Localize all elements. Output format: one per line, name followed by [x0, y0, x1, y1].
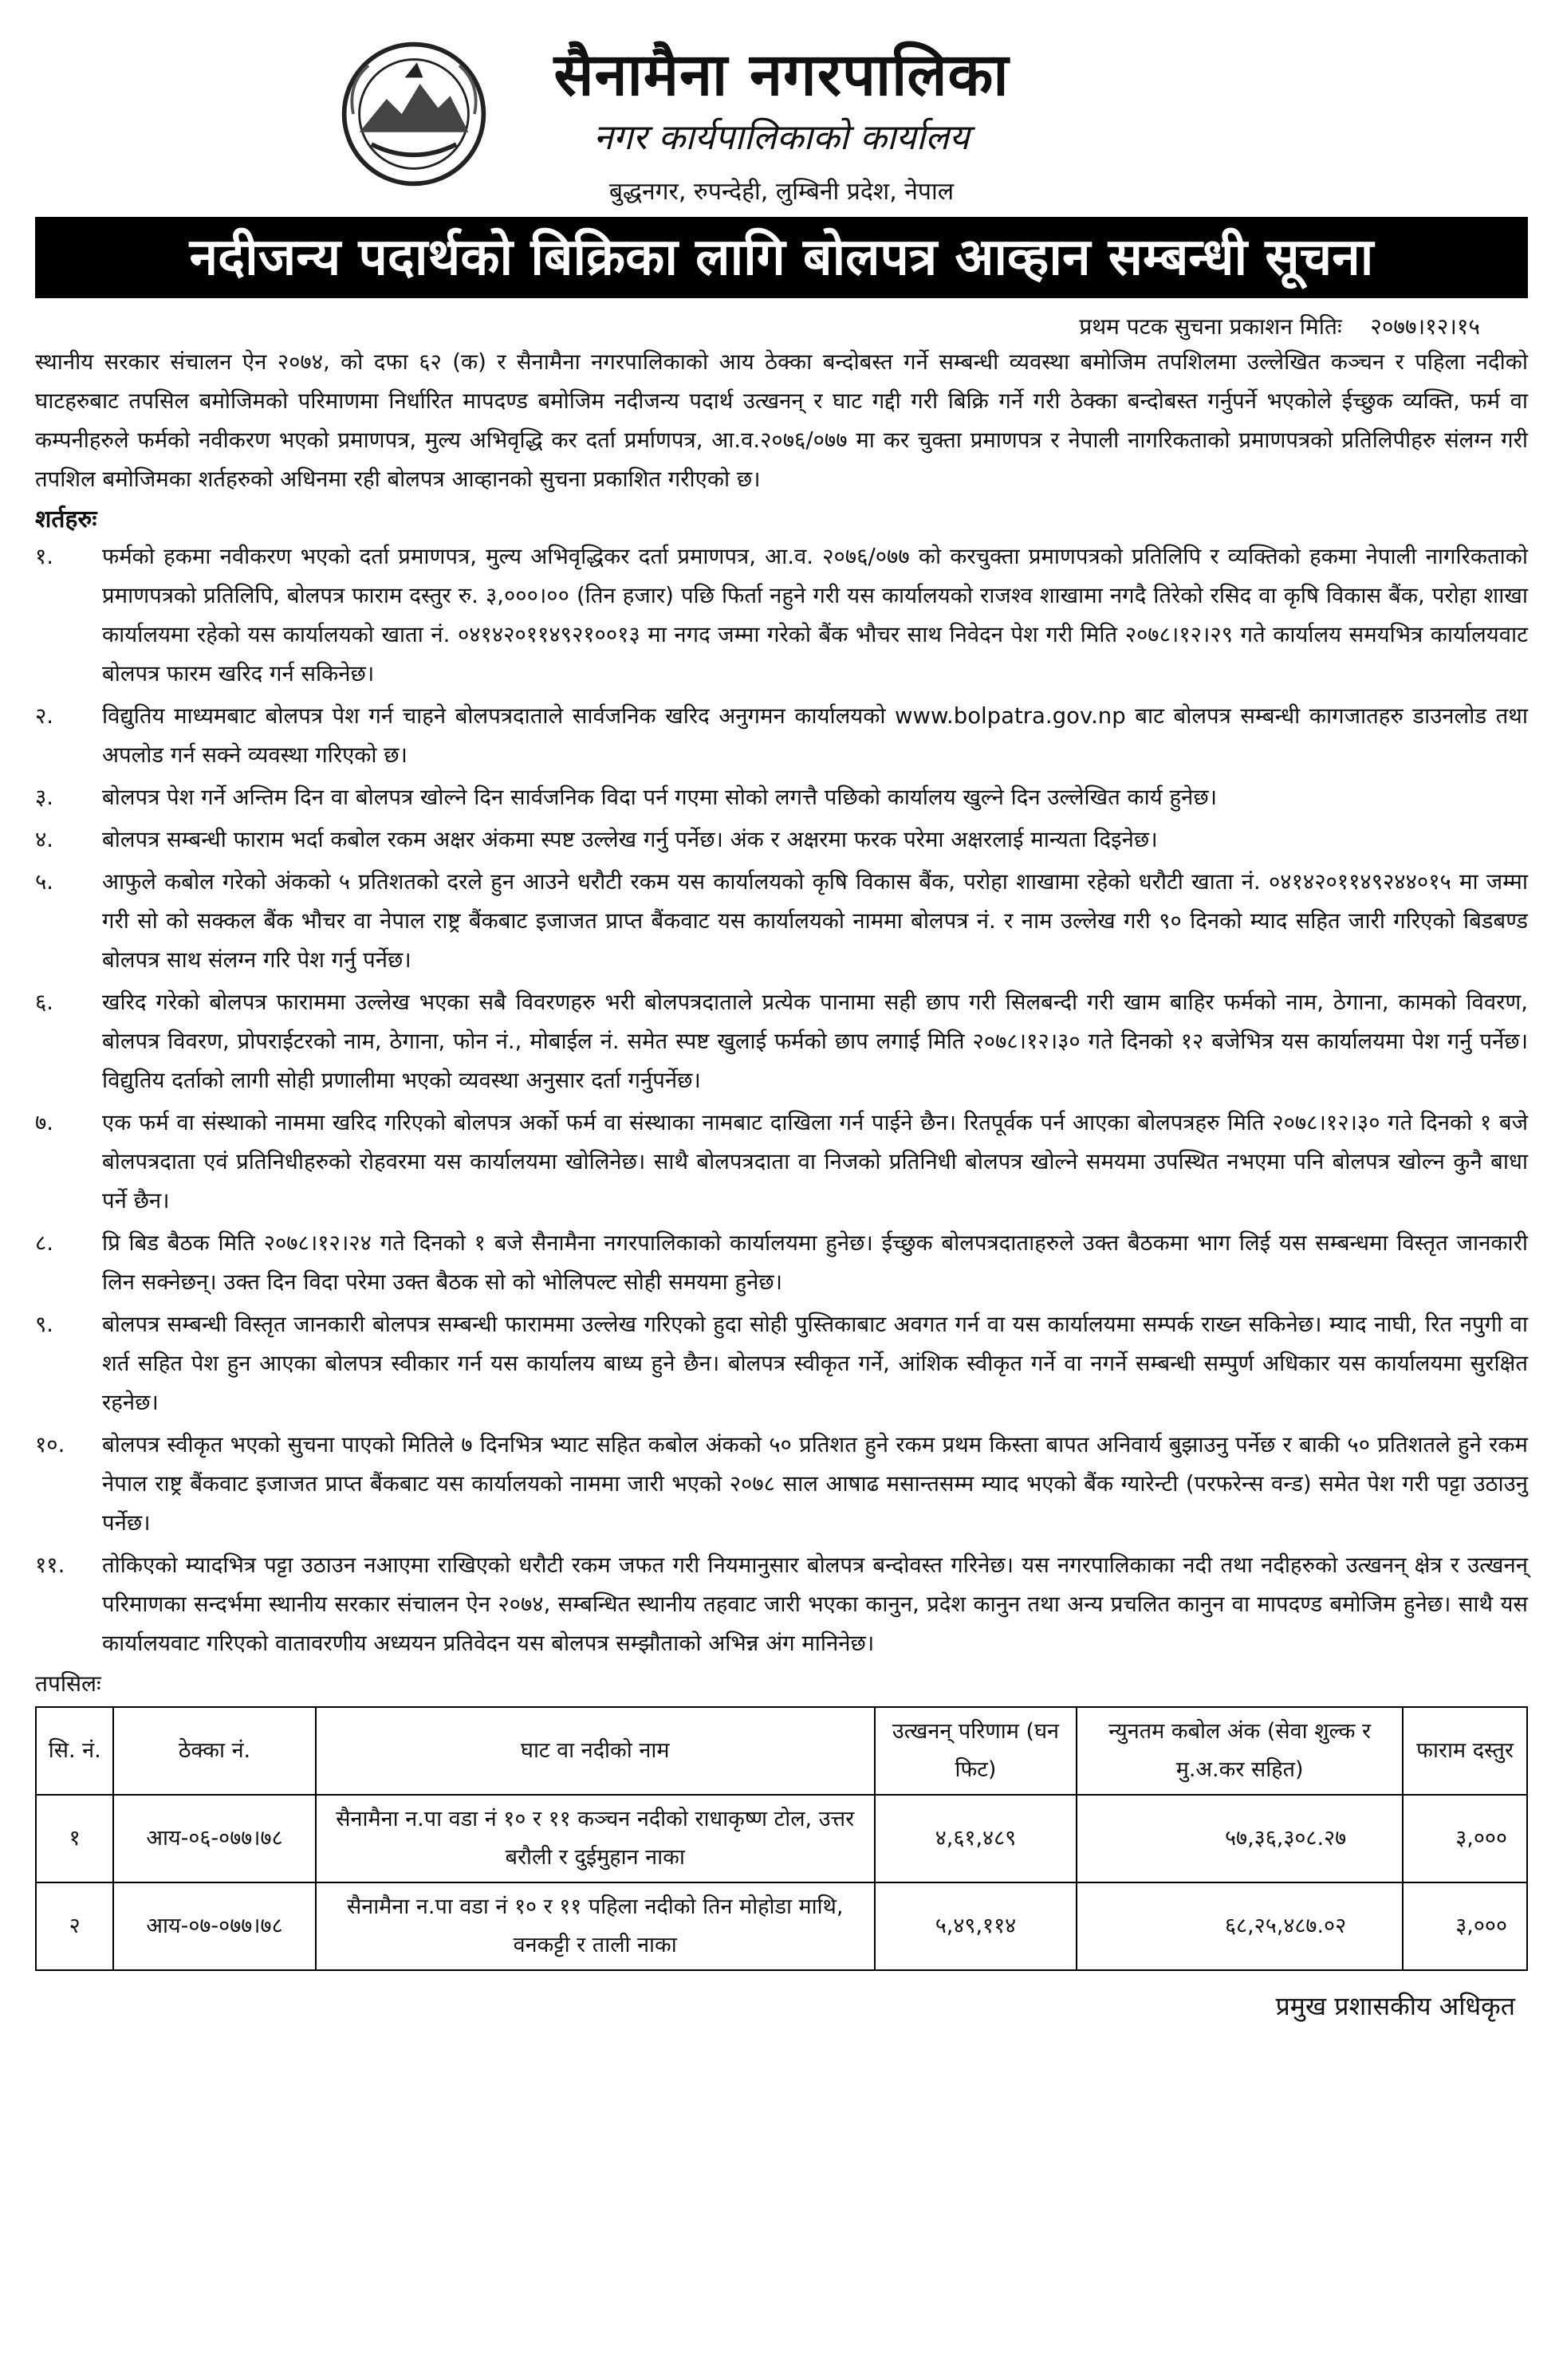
condition-number: ११.: [35, 1552, 65, 1578]
cell-min-bid: ६८,२५,४८७.०२: [1077, 1882, 1403, 1970]
cell-sn: २: [36, 1882, 113, 1970]
condition-text: प्रि बिड बैठक मिति २०७८।१२।२४ गते दिनको १ बजे सैनामैना नगरपालिकाको कार्यालयमा हुनेछ। ईच्छुक बोलपत्रदाताहरुले उक्त बैठकमा भाग लिई यस सम्बन्धमा विस्तृत जानकारी लिन सक्नेछन्। उक्त दिन विदा परेमा उक्त बैठक सो को भोलिपल्ट सोही समयमा हुनेछ।: [102, 1230, 1528, 1295]
condition-text: बोलपत्र सम्बन्धी विस्तृत जानकारी बोलपत्र सम्बन्धी फाराममा उल्लेख गरिएको हुदा सोही पुस्तिकाबाट अवगत गर्न वा यस कार्यालयमा सम्पर्क राख्न सकिनेछ। म्याद नाघी, रित नपुगी वा शर्त सहित पेश हुन आएका बोलपत्र स्वीकार गर्न यस कार्यालय बाध्य हुने छैन। बोलपत्र स्वीकृत गर्ने, आंशिक स्वीकृत गर्ने वा नगर्ने सम्बन्धी सम्पुर्ण अधिकार यस कार्यालयमा सुरक्षित रहनेछ।: [102, 1312, 1528, 1415]
header-form-fee: फाराम दस्तुर: [1403, 1707, 1527, 1795]
header-quantity: उत्खनन् परिणाम (घन फिट): [875, 1707, 1077, 1795]
condition-number: ६.: [35, 989, 54, 1015]
cell-min-bid: ५७,३६,३०८.२७: [1077, 1795, 1403, 1882]
cell-ghat-name: सैनामैना न.पा वडा नं १० र ११ कञ्चन नदीको राधाकृष्ण टोल, उत्तर बरौली र दुईमुहान नाका: [316, 1795, 875, 1882]
table-header-row: [36, 1707, 1527, 1795]
condition-number: ८.: [35, 1230, 54, 1256]
org-address: बुद्धनगर, रुपन्देही, लुम्बिनी प्रदेश, नेपाल: [608, 178, 955, 206]
condition-number: ५.: [35, 869, 54, 895]
condition-number: ३.: [35, 785, 54, 810]
header: [35, 0, 1528, 215]
condition-text: विद्युतिय माध्यमबाट बोलपत्र पेश गर्न चाहने बोलपत्रदाताले सार्वजनिक खरिद अनुगमन कार्यालयको www.bolpatra.gov.np बाट बोलपत्र सम्बन्धी कागजातहरु डाउनलोड तथा अपलोड गर्न सक्ने व्यवस्था गरिएको छ।: [102, 703, 1528, 768]
org-name: सैनामैना नगरपालिका: [553, 41, 1010, 109]
condition-text: बोलपत्र पेश गर्ने अन्तिम दिन वा बोलपत्र खोल्ने दिन सार्वजनिक विदा पर्न गएमा सोको लगत्तै पछिको कार्यालय खुल्ने दिन उल्लेखित कार्य हुनेछ।: [102, 785, 1218, 810]
condition-item: [35, 983, 1528, 1100]
condition-number: १०.: [35, 1432, 65, 1458]
publication-date-value: २०७७।१२।१५: [1370, 313, 1480, 340]
condition-item: [35, 697, 1528, 775]
condition-number: ९.: [35, 1312, 54, 1337]
details-table: [35, 1706, 1528, 1971]
header-ghat-name: घाट वा नदीको नाम: [316, 1707, 875, 1795]
condition-text: फर्मको हकमा नवीकरण भएको दर्ता प्रमाणपत्र, मुल्य अभिवृद्धिकर दर्ता प्रमाणपत्र, आ.व. २०७६/०७७ को करचुक्ता प्रमाणपत्रको प्रतिलिपि र व्यक्तिको हकमा नेपाली नागरिकताको प्रमाणपत्रको प्रतिलिपि, बोलपत्र फाराम दस्तुर रु. ३,०००।०० (तिन हजार) पछि फिर्ता नहुने गरी यस कार्यालयको राजश्व शाखामा नगदै तिरेको रसिद वा कृषि विकास बैंक, परोहा शाखा कार्यालयमा रहेको यस कार्यालयको खाता नं. ०४१४२०११४९२१००१३ मा नगद जम्मा गरेको बैंक भौचर साथ निवेदन पेश गरी मिति २०७८।१२।२९ गते कार्यालय समयभित्र कार्यालयवाट बोलपत्र फारम खरिद गर्न सकिनेछ।: [102, 544, 1528, 686]
condition-item: [35, 1305, 1528, 1422]
condition-text: आफुले कबोल गरेको अंकको ५ प्रतिशतको दरले हुन आउने धरौटी रकम यस कार्यालयको कृषि विकास बैंक, परोहा शाखामा रहेको धरौटी खाता नं. ०४१४२०११४९२४४०१५ मा जम्मा गरी सो को सक्कल बैंक भौचर वा नेपाल राष्ट्र बैंकबाट इजाजत प्राप्त बैंकवाट यस कार्यालयको नाममा बोलपत्र नं. र नाम उल्लेख गरी ९० दिनको म्याद सहित जारी गरिएको बिडबण्ड बोलपत्र साथ संलग्न गरि पेश गर्नु पर्नेछ।: [102, 869, 1528, 973]
cell-ghat-name: सैनामैना न.पा वडा नं १० र ११ पहिला नदीको तिन मोहोडा माथि, वनकट्टी र ताली नाका: [316, 1882, 875, 1970]
header-contract-no: ठेक्का नं.: [113, 1707, 315, 1795]
header-min-bid: न्युनतम कबोल अंक (सेवा शुल्क र मु.अ.कर सहित): [1077, 1707, 1403, 1795]
condition-item: [35, 1546, 1528, 1663]
condition-item: [35, 1103, 1528, 1221]
condition-number: १.: [35, 544, 54, 569]
cell-sn: १: [36, 1795, 113, 1882]
cell-contract-no: आय-०७-०७७।७८: [113, 1882, 315, 1970]
condition-number: ४.: [35, 827, 54, 852]
org-subtitle: नगर कार्यपालिकाको कार्यालय: [593, 117, 970, 158]
condition-item: [35, 863, 1528, 980]
publication-date: [35, 311, 1528, 343]
condition-text: बोलपत्र स्वीकृत भएको सुचना पाएको मितिले ७ दिनभित्र भ्याट सहित कबोल अंकको ५० प्रतिशत हुने रकम प्रथम किस्ता बापत अनिवार्य बुझाउनु पर्नेछ र बाकी ५० प्रतिशतले हुने रकम नेपाल राष्ट्र बैंकवाट इजाजत प्राप्त बैंकबाट यस कार्यालयको नाममा जारी भएको २०७८ साल आषाढ मसान्तसम्म म्याद भएको बैंक ग्यारेन्टी (परफरेन्स वन्ड) समेत पेश गरी पट्टा उठाउनु पर्नेछ।: [102, 1432, 1528, 1536]
condition-number: २.: [35, 703, 54, 729]
condition-item: [35, 820, 1528, 860]
condition-text: खरिद गरेको बोलपत्र फाराममा उल्लेख भएका सबै विवरणहरु भरी बोलपत्रदाताले प्रत्येक पानामा सही छाप गरी सिलबन्दी गरी खाम बाहिर फर्मको नाम, ठेगाना, कामको विवरण, बोलपत्र विवरण, प्रोपराईटरको नाम, ठेगाना, फोन नं., मोबाईल नं. समेत स्पष्ट खुलाई फर्मको छाप लगाई मिति २०७८।१२।३० गते दिनको १२ बजेभित्र यस कार्यालयमा पेश गर्नु पर्नेछ। विद्युतिय दर्ताको लागी सोही प्रणालीमा भएको व्यवस्था अनुसार दर्ता गर्नुपर्नेछ।: [102, 989, 1528, 1093]
table-row: [36, 1882, 1527, 1970]
condition-item: [35, 1224, 1528, 1302]
header-sn: सि. नं.: [36, 1707, 113, 1795]
table-row: [36, 1795, 1527, 1882]
condition-number: ७.: [35, 1110, 54, 1135]
condition-item: [35, 537, 1528, 694]
publication-date-label: प्रथम पटक सुचना प्रकाशन मितिः: [1079, 313, 1342, 340]
details-label: तपसिलः: [35, 1670, 101, 1697]
condition-item: [35, 1426, 1528, 1543]
signatory-title: प्रमुख प्रशासकीय अधिकृत: [1275, 1991, 1515, 2021]
cell-contract-no: आय-०६-०७७।७८: [113, 1795, 315, 1882]
cell-form-fee: ३,०००: [1403, 1882, 1527, 1970]
cell-quantity: ४,६१,४८९: [875, 1795, 1077, 1882]
cell-form-fee: ३,०००: [1403, 1795, 1527, 1882]
condition-text: बोलपत्र सम्बन्धी फाराम भर्दा कबोल रकम अक्षर अंकमा स्पष्ट उल्लेख गर्नु पर्नेछ। अंक र अक्षरमा फरक परेमा अक्षरलाई मान्यता दिइनेछ।: [102, 827, 1158, 852]
notice-title: नदीजन्य पदार्थको बिक्रिका लागि बोलपत्र आव्हान सम्बन्धी सूचना: [35, 217, 1528, 298]
conditions-list: [35, 537, 1528, 1663]
condition-item: [35, 778, 1528, 817]
conditions-heading: शर्तहरुः: [35, 506, 97, 533]
condition-text: तोकिएको म्यादभित्र पट्टा उठाउन नआएमा राखिएको धरौटी रकम जफत गरी नियमानुसार बोलपत्र बन्दोवस्त गरिनेछ। यस नगरपालिकाका नदी तथा नदीहरुको उत्खनन् क्षेत्र र उत्खनन् परिमाणका सन्दर्भमा स्थानीय सरकार संचालन ऐन २०७४, सम्बन्धित स्थानीय तहवाट जारी भएका कानुन, प्रदेश कानुन तथा अन्य प्रचलित कानुन वा मापदण्ड बमोजिम हुनेछ। साथै यस कार्यालयवाट गरिएको वातावरणीय अध्ययन प्रतिवेदन यस बोलपत्र सम्झौताको अभिन्न अंग मानिनेछ।: [102, 1552, 1528, 1656]
intro-paragraph: स्थानीय सरकार संचालन ऐन २०७४, को दफा ६२ (क) र सैनामैना नगरपालिकाको आय ठेक्का बन्दोबस्त गर्ने सम्बन्धी व्यवस्था बमोजिम तपशिलमा उल्लेखित कञ्चन र पहिला नदीको घाटहरुबाट तपसिल बमोजिमको परिमाणमा निर्धारित मापदण्ड बमोजिम नदीजन्य पदार्थ उत्खनन् र घाट गद्दी गरी बिक्रि गर्ने गरी ठेक्का बन्दोबस्त गर्नुपर्ने भएकोले ईच्छुक व्यक्ति, फर्म वा कम्पनीहरुले फर्मको नवीकरण भएको प्रमाणपत्र, मुल्य अभिवृद्धि कर दर्ता प्रर्माणपत्र, आ.व.२०७६/०७७ मा कर चुक्ता प्रमाणपत्र र नेपाली नागरिकताको प्रमाणपत्रको प्रतिलिपीहरु संलग्न गरी तपशिल बमोजिमका शर्तहरुको अधिनमा रही बोलपत्र आव्हानको सुचना प्रकाशित गरीएको छ।: [35, 349, 1528, 492]
cell-quantity: ५,४९,११४: [875, 1882, 1077, 1970]
condition-text: एक फर्म वा संस्थाको नाममा खरिद गरिएको बोलपत्र अर्को फर्म वा संस्थाका नामबाट दाखिला गर्न पाईने छैन। रितपूर्वक पर्न आएका बोलपत्रहरु मिति २०७८।१२।३० गते दिनको १ बजे बोलपत्रदाता एवं प्रतिनिधीहरुको रोहवरमा यस कार्यालयमा खोलिनेछ। साथै बोलपत्रदाता वा निजको प्रतिनिधी बोलपत्र खोल्ने समयमा उपस्थित नभएमा पनि बोलपत्र खोल्न कुनै बाधा पर्ने छैन।: [102, 1110, 1528, 1214]
